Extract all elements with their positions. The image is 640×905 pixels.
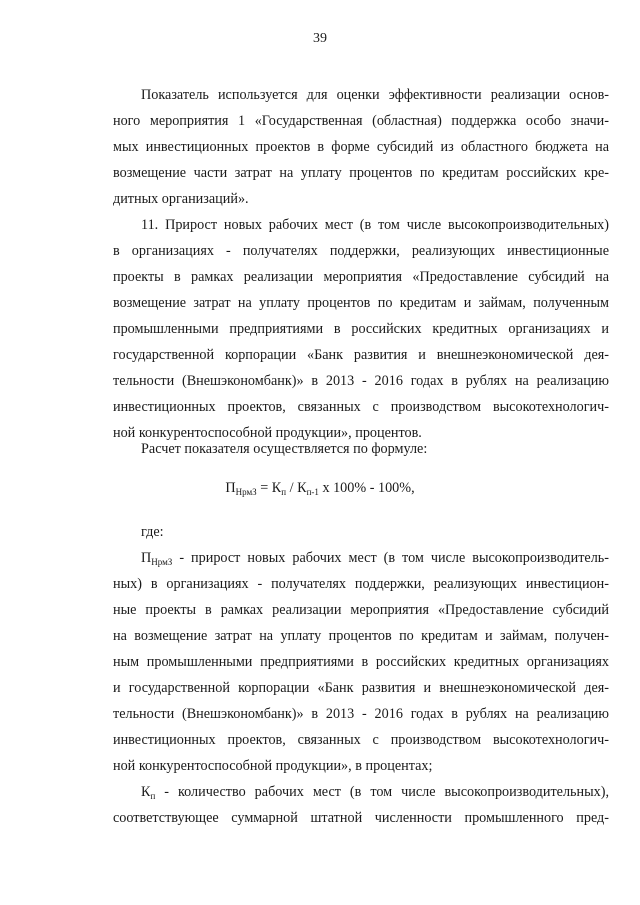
formula-eq: = К — [256, 480, 282, 496]
definition-1-symbol-sub: НрмЗ — [151, 557, 173, 567]
formula-p-sub: НрмЗ — [235, 487, 257, 497]
definition-1-line-9: ной конкурентоспособной продукции», в процентах; — [113, 758, 433, 774]
paragraph-2-line-1: 11. Прирост новых рабочих мест (в том числе высокопроизводительных) — [141, 217, 609, 233]
paragraph-1-line-5: дитных организаций». — [113, 191, 249, 207]
definition-2-line-1 — [141, 783, 609, 801]
formula — [0, 479, 640, 497]
definition-1-line-1 — [141, 549, 609, 567]
definition-1-line-8: инвестиционных проектов, связанных с производством высокотехнологич- — [113, 732, 609, 748]
definition-1-line-7: тельности (Внешэкономбанк)» в 2013 - 2016 годах в рублях на реализацию — [113, 706, 609, 722]
definition-2-text: - количество рабочих мест (в том числе высокопроизводительных), — [155, 784, 609, 800]
definition-2-symbol: К — [141, 784, 151, 800]
paragraph-2-line-2: в организациях - получателях поддержки, реализующих инвестиционные — [113, 243, 609, 259]
definition-1-line-3: ные проекты в рамках реализации мероприятия «Предоставление субсидий — [113, 602, 609, 618]
definition-1-text: - прирост новых рабочих мест (в том числе высокопроизводитель- — [172, 550, 609, 566]
formula-p: П — [225, 480, 236, 496]
paragraph-2-line-4: возмещение затрат на уплату процентов по кредитам и займам, полученным — [113, 295, 609, 311]
paragraph-1-line-2: ного мероприятия 1 «Государственная (областная) поддержка особо значи- — [113, 113, 609, 129]
paragraph-2-line-8: инвестиционных проектов, связанных с производством высокотехнологич- — [113, 399, 609, 415]
paragraph-1-line-4: возмещение части затрат на уплату процентов по кредитам российских кре- — [113, 165, 609, 181]
definition-1-symbol: П — [141, 550, 152, 566]
paragraph-2-line-3: проекты в рамках реализации мероприятия «Предоставление субсидий на — [113, 269, 609, 285]
definition-1-line-5: ным промышленными предприятиями в российских кредитных организациях — [113, 654, 609, 670]
paragraph-1-line-3: мых инвестиционных проектов в форме субсидий из областного бюджета на — [113, 139, 609, 155]
definition-1-line-2: ных) в организациях - получателях поддержки, реализующих инвестицион- — [113, 576, 609, 592]
paragraph-2-line-5: промышленными предприятиями в российских кредитных организациях и — [113, 321, 609, 337]
definition-1-line-4: на возмещение затрат на уплату процентов по кредитам и займам, получен- — [113, 628, 609, 644]
definition-2-symbol-sub: п — [150, 791, 156, 801]
formula-tail: х 100% - 100%, — [318, 480, 415, 496]
paragraph-2-line-7: тельности (Внешэкономбанк)» в 2013 - 2016 годах в рублях на реализацию — [113, 373, 609, 389]
paragraph-1-line-1: Показатель используется для оценки эффективности реализации основ- — [141, 87, 609, 103]
definition-1-line-6: и государственной корпорации «Банк развития и внешнеэкономической дея- — [113, 680, 609, 696]
formula-div: / К — [286, 480, 307, 496]
definition-2-line-2: соответствующее суммарной штатной численности промышленного пред- — [113, 810, 609, 826]
paragraph-3-line-1: Расчет показателя осуществляется по формуле: — [141, 441, 428, 457]
paragraph-2-line-6: государственной корпорации «Банк развития и внешнеэкономической дея- — [113, 347, 609, 363]
formula-k-sub: п — [281, 487, 287, 497]
page-number: 39 — [313, 31, 327, 46]
where-label: где: — [141, 524, 164, 540]
formula-k1-sub: п-1 — [306, 487, 319, 497]
paragraph-2-line-9: ной конкурентоспособной продукции», процентов. — [113, 425, 422, 441]
